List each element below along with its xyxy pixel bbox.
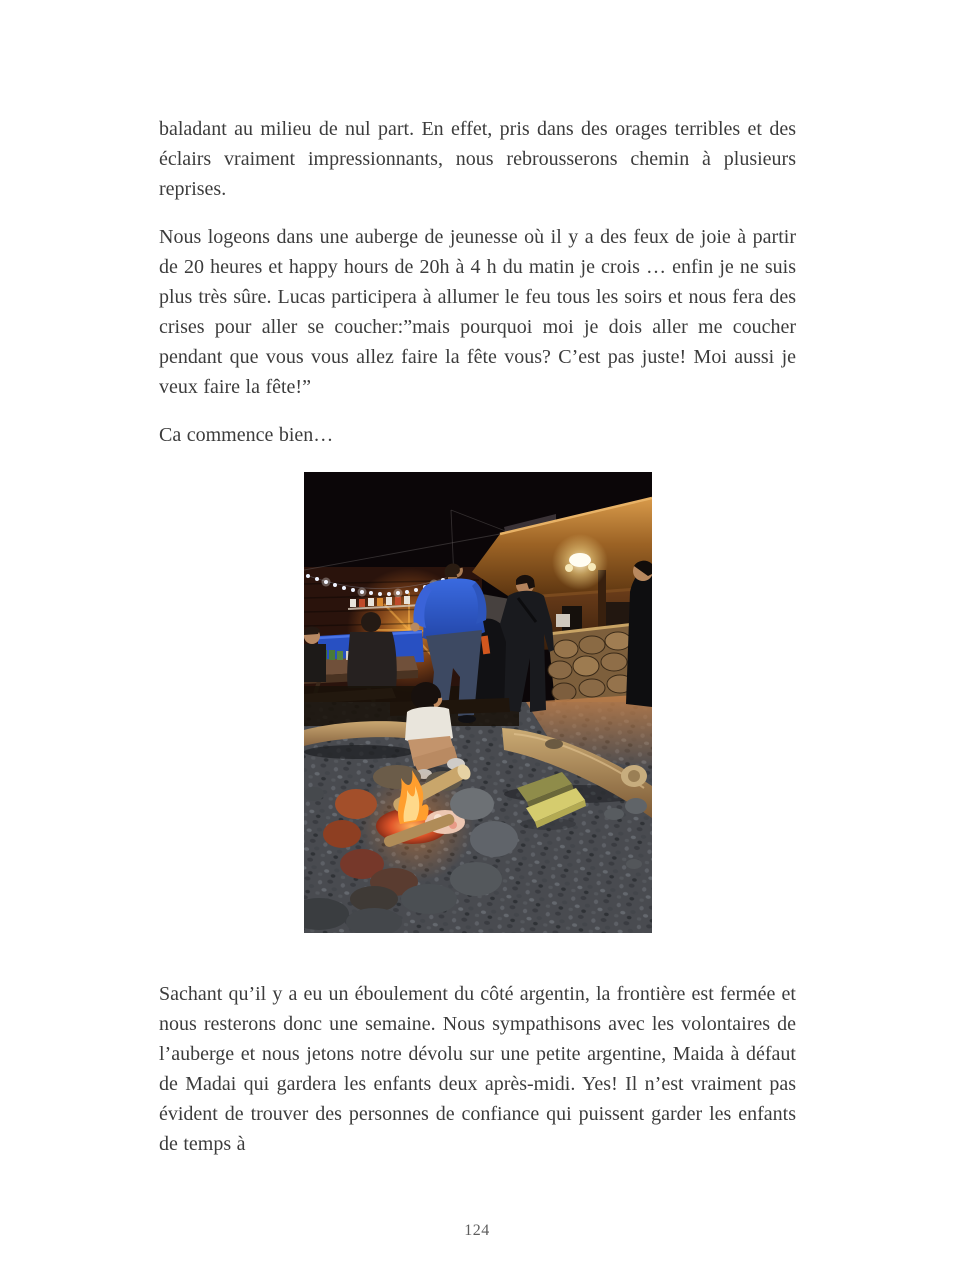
lit-stone: [335, 789, 377, 819]
page-number: 124: [464, 1222, 490, 1239]
paragraph-auberge: Nous logeons dans une auberge de jeunesse où il y a des feux de joie à partir de 20 heures et happy hours de 20h à 4 h du matin je crois … enfin je ne suis plus très sûre. Lucas participera à allumer le feu tous les soirs et nous fera des crises pour aller se coucher:”mais pourquoi moi je dois aller me coucher pendant que vous vous allez faire la fête vous? C’est pas juste! Moi aussi je veux faire la fête!”: [159, 226, 796, 398]
paragraph-eboulement: Sachant qu’il y a eu un éboulement du côté argentin, la frontière est fermée et nous resterons donc une semaine. Nous sympathisons avec les volontaires de l’auberge et nous jetons notre dévolu sur une petite argentine, Maida à défaut de Madai qui gardera les enfants deux après-midi. Yes! Il n’est vraiment pas évident de trouver des personnes de confiance qui puissent garder les enfants de temps à: [159, 983, 796, 1155]
paragraph-orages: baladant au milieu de nul part. En effet, pris dans des orages terribles et des éclairs vraiment impressionnants, nous rebrousserons chemin à plusieurs reprises.: [159, 118, 796, 200]
white-appliance: [556, 614, 570, 627]
hanging-lamp: [552, 534, 608, 590]
green-can: [337, 651, 343, 660]
page-body: [159, 114, 796, 1177]
campfire-photo: [304, 472, 652, 933]
photo-container: [304, 472, 652, 933]
pit-stone: [450, 788, 494, 820]
green-can: [329, 650, 335, 660]
paragraph-ca-commence: Ca commence bien…: [159, 424, 334, 446]
